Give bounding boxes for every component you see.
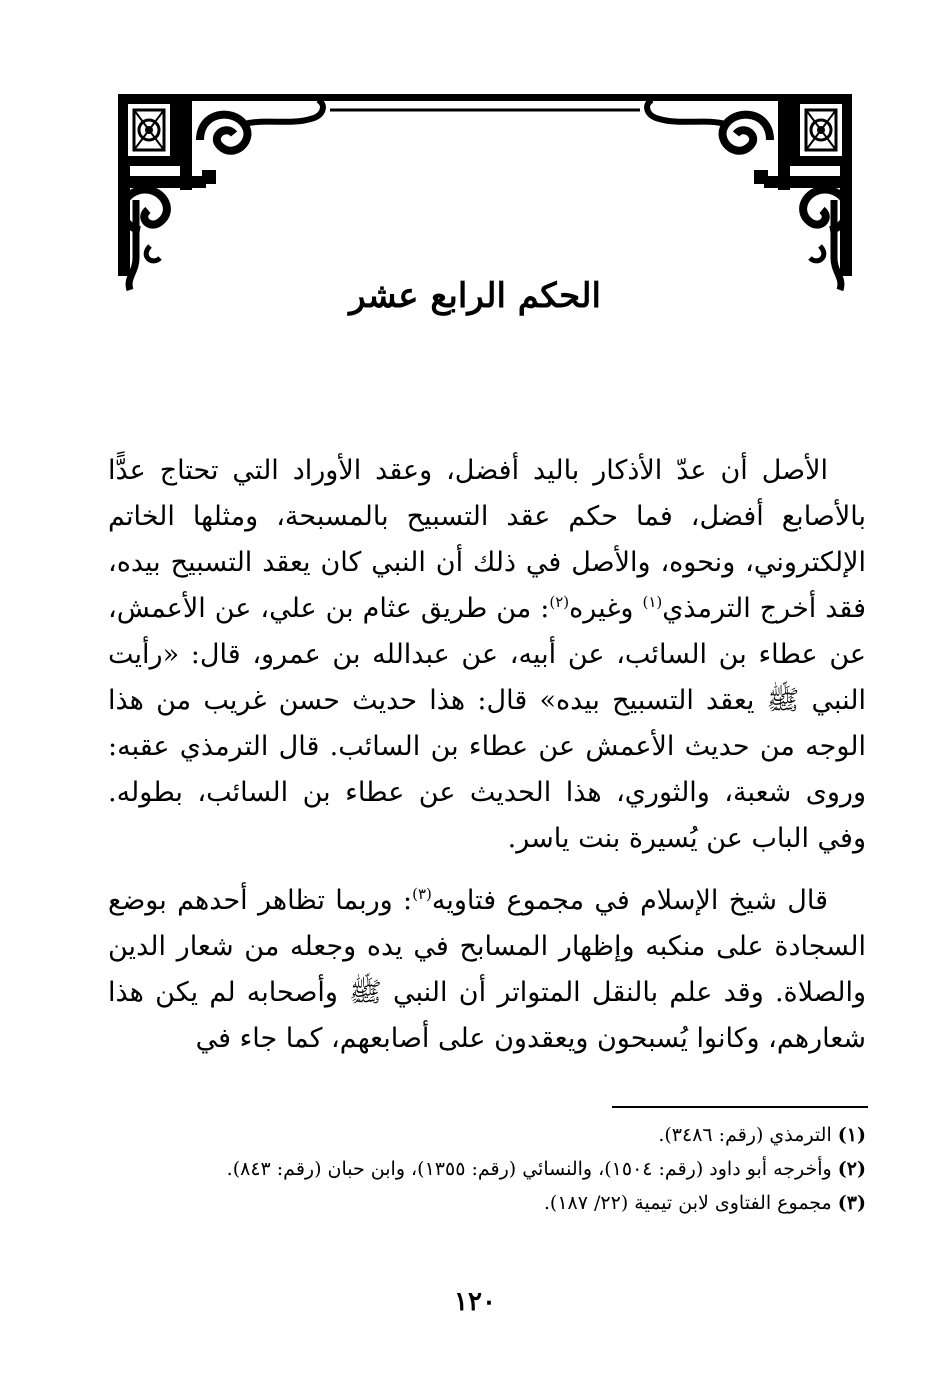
footnote-number: (١) — [837, 1124, 866, 1146]
footnote-text: وأخرجه أبو داود (رقم: ١٥٠٤)، والنسائي (رقم: ١٣٥٥)، وابن حبان (رقم: ٨٤٣). — [226, 1158, 838, 1180]
footnote — [108, 1186, 866, 1220]
footnote — [108, 1152, 866, 1186]
paragraph-text: : من طريق عثام بن علي، عن الأعمش، عن عطاء بن السائب، عن أبيه، عن عبدالله بن عمرو، قال: «رأيت النبي ﷺ يعقد التسبيح بيده» قال: هذا حديث حسن غريب من هذا الوجه من حديث الأعمش عن عطاء بن السائب. قال الترمذي عقبه: وروى شعبة، والثوري، هذا الحديث عن عطاء بن السائب، بطوله. وفي الباب عن يُسيرة بنت ياسر. — [108, 593, 866, 854]
paragraph — [108, 448, 866, 862]
ornamental-frame-icon — [0, 0, 950, 320]
body-text — [108, 448, 866, 1062]
footnote-number: (٣) — [837, 1192, 866, 1214]
paragraph — [108, 878, 866, 1062]
paragraph-text: قال شيخ الإسلام في مجموع فتاويه — [431, 885, 828, 916]
paragraph-text: الأصل أن عدّ الأذكار باليد أفضل، وعقد الأوراد التي تحتاج عدًّا بالأصابع أفضل، فما حكم عقد التسبيح بالمسبحة، ومثلها الخاتم الإلكتروني، ونحوه، والأصل في ذلك أن النبي كان يعقد التسبيح بيده، فقد أخرج الترمذي — [108, 455, 866, 624]
paragraph-text: : وربما تظاهر أحدهم بوضع السجادة على منكبه وإظهار المسابح في يده وجعله من شعار الدين والصلاة. وقد علم بالنقل المتواتر أن النبي ﷺ وأصحابه لم يكن هذا شعارهم، وكانوا يُسبحون ويعقدون على أصابعهم، كما جاء في — [108, 885, 866, 1054]
footnote-text: مجموع الفتاوى لابن تيمية (٢٢/ ١٨٧). — [543, 1192, 838, 1214]
footnote-ref: (٣) — [412, 885, 432, 903]
page-number: ١٢٠ — [454, 1287, 496, 1317]
chapter-title: الحكم الرابع عشر — [349, 276, 601, 316]
footnote-text: الترمذي (رقم: ٣٤٨٦). — [658, 1124, 838, 1146]
paragraph-text: وغيره — [569, 593, 643, 624]
footnote — [108, 1118, 866, 1152]
footnote-ref: (١) — [642, 593, 663, 611]
footnote-ref: (٢) — [549, 593, 570, 611]
footnote-separator — [612, 1106, 868, 1108]
footnotes — [108, 1118, 866, 1220]
footnote-number: (٢) — [837, 1158, 866, 1180]
